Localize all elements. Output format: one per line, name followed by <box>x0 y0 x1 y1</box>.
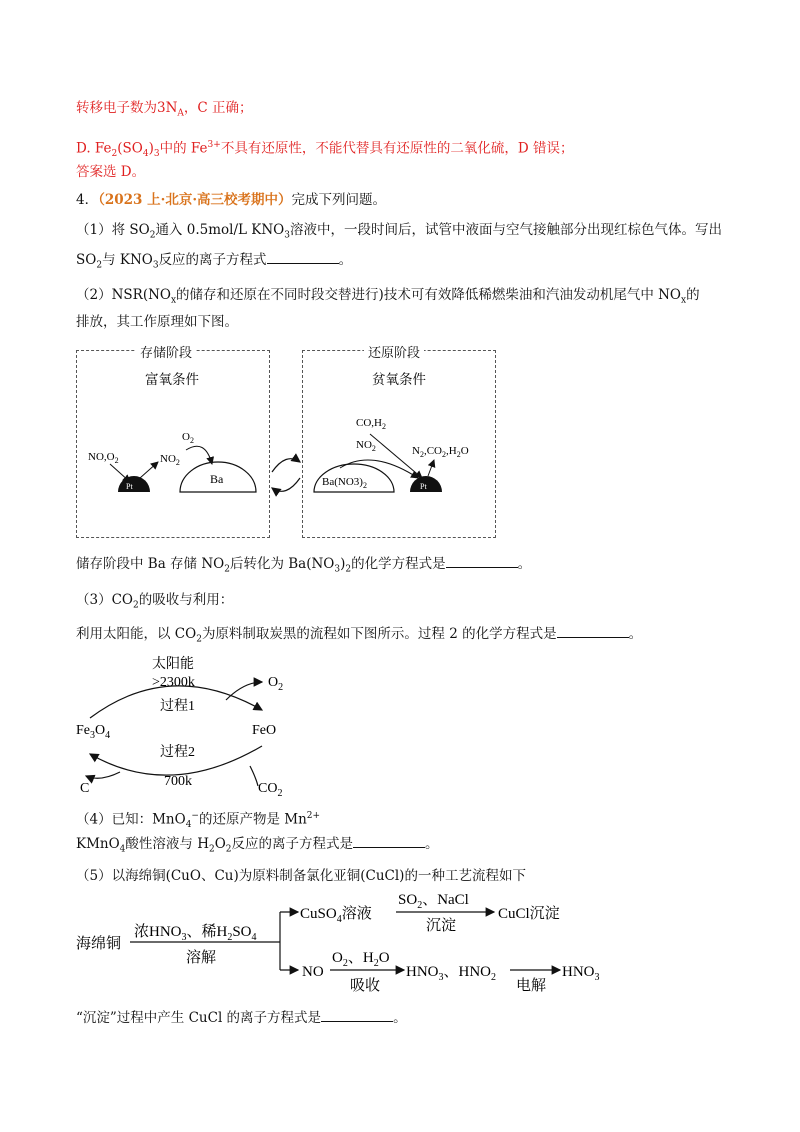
ba-label: Ba <box>210 472 224 486</box>
temp-1-label: >2300k <box>152 675 195 690</box>
feo-label: FeO <box>252 723 277 738</box>
so2-nacl-label: $SO_2$、NaCl <box>398 892 469 911</box>
part4-question: KMnO$_4$酸性溶液与 $H_2O_2$反应的离子方程式是 。 <box>76 836 439 855</box>
electrolysis-label: 电解 <box>516 978 547 994</box>
sponge-copper-label: 海绵铜 <box>76 936 122 952</box>
question-heading: 4．（2023 上·北京·高三校考期中）完成下列问题。 <box>76 192 387 208</box>
o2-product-label: $O_2$ <box>268 675 284 693</box>
carbon-label: C <box>80 781 90 796</box>
o2-label: $O_2$ <box>182 431 194 445</box>
ba-nitrate-label: $Ba(NO3)_2$ <box>322 476 367 490</box>
process-2-label: 过程2 <box>160 745 195 760</box>
process-1-label: 过程1 <box>160 699 195 714</box>
acid-reagents-label: 浓$HNO_3$、稀$H_2SO_4$ <box>134 924 257 943</box>
part2-question: 储存阶段中 Ba 存储 $NO_2$后转化为 $Ba(NO_3)_2$的化学方程式是 。 <box>76 556 532 575</box>
pt-label-right: Pt <box>420 482 427 491</box>
prev-answer-line-1: 转移电子数为$3N_A$，C 正确； <box>76 100 253 119</box>
products-label: $N_2,CO_2,H_2O$ <box>412 445 469 459</box>
hno3-hno2-label: $HNO_3$、$HNO_2$ <box>406 964 496 983</box>
part5-line-1: （5）以海绵铜(CuO、Cu)为原料制备氯化亚铜(CuCl)的一种工艺流程如下 <box>76 868 526 884</box>
co2-reactant-label: $CO_2$ <box>258 781 283 799</box>
prev-answer-line-2: D. $Fe_2(SO_4)_3$中的 $Fe^{3+}$不具有还原性，不能代替具有还原性的二氧化硫，D 错误； <box>76 140 574 160</box>
hno3-final-label: $HNO_3$ <box>562 964 600 983</box>
no-o2-label: $NO,O_2$ <box>88 451 119 465</box>
no2-storage-label: $NO_2$ <box>160 453 180 467</box>
poor-oxygen-label: 贫氧条件 <box>372 372 426 387</box>
fe3o4-label: $Fe_3O_4$ <box>76 723 111 741</box>
no2-reduction-label: $NO_2$ <box>356 439 376 453</box>
cucl-precipitate-label: CuCl沉淀 <box>498 906 560 922</box>
part1-line-2: $SO_2$与 $KNO_3$反应的离子方程式 。 <box>76 252 353 271</box>
precipitation-label: 沉淀 <box>426 918 457 934</box>
no-gas-label: NO <box>302 964 324 980</box>
pt-label-left: Pt <box>126 482 133 491</box>
reduction-stage-title: 还原阶段 <box>364 342 424 361</box>
part2-line-1: $(2)NSR(NO_x$的储存和还原在不同时段交替进行)技术可有效降低稀燃柴油和汽油发动机尾气中 $NO_x$的 <box>76 287 700 306</box>
part1-line-1: （1）将 $SO_2$通入 0.5mol/L $KNO_3$溶液中，一段时间后，试管中液面与空气接触部分出现红棕色气体。写出 <box>76 222 722 241</box>
storage-stage-title: 存储阶段 <box>136 342 196 361</box>
part3-question: 利用太阳能，以 $CO_2$为原料制取炭黑的流程如下图所示。过程 2 的化学方程式是 。 <box>76 626 643 645</box>
part3-line-1: $(3)CO_2$的吸收与利用： <box>76 592 234 611</box>
prev-answer-line-3: 答案选 D。 <box>76 164 146 180</box>
part5-question: “沉淀”过程中产生 CuCl 的离子方程式是 。 <box>76 1010 407 1026</box>
part4-line-1: （4）已知：MnO$_4$−的还原产物是 $Mn^{2+}$ <box>76 811 321 831</box>
o2-h2o-label: $O_2$、$H_2O$ <box>332 950 390 969</box>
absorb-label: 吸收 <box>350 978 381 994</box>
temp-2-label: 700k <box>164 774 192 789</box>
cuso4-solution-label: CuSO$_4$溶液 <box>300 906 372 925</box>
rich-oxygen-label: 富氧条件 <box>145 372 199 387</box>
part2-line-2: 排放，其工作原理如下图。 <box>76 314 238 330</box>
solar-energy-label: 太阳能 <box>152 657 194 672</box>
co-h2-label: $CO,H_2$ <box>356 417 386 431</box>
answer-blank[interactable] <box>321 1009 393 1022</box>
dissolve-label: 溶解 <box>186 950 217 966</box>
